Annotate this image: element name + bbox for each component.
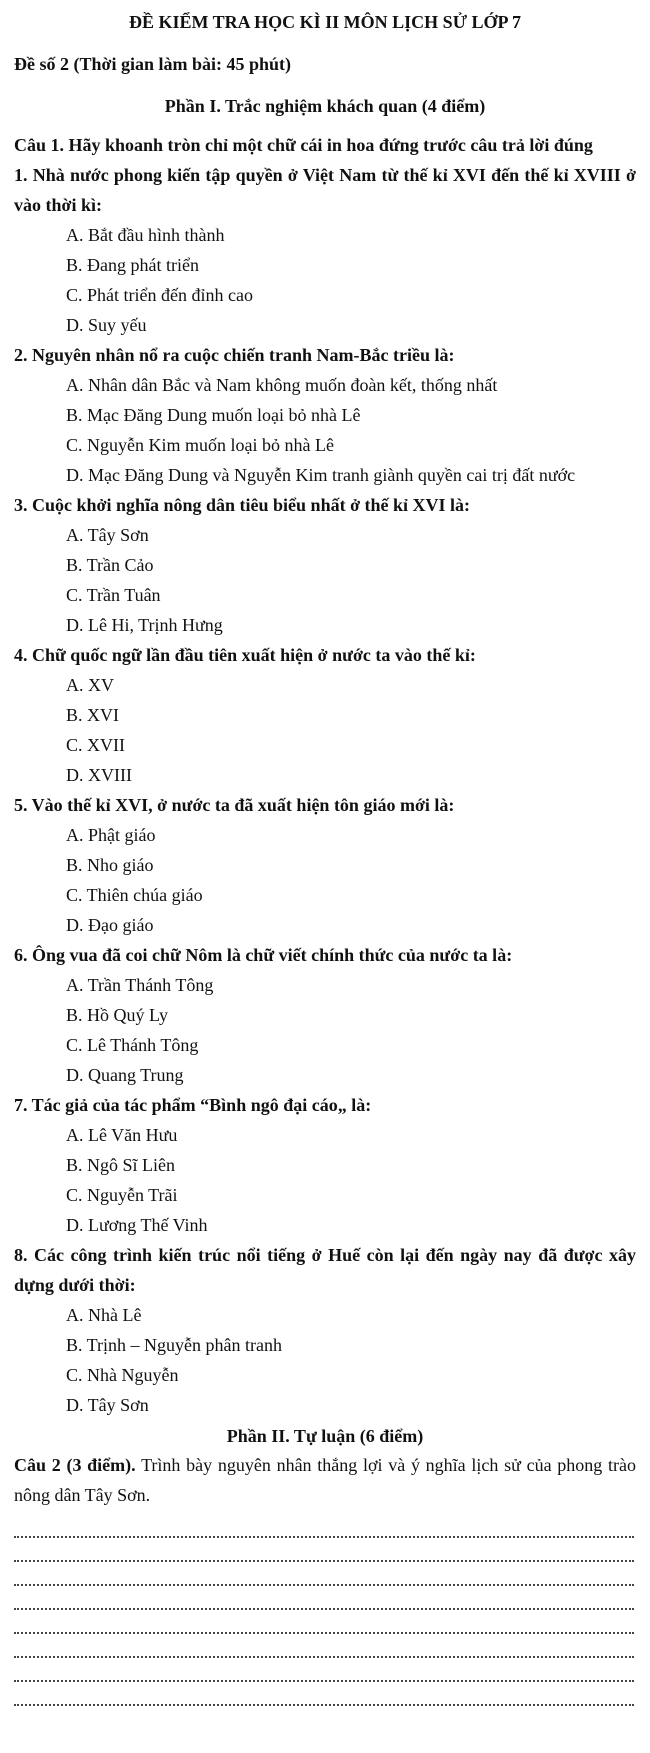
question-text: 6. Ông vua đã coi chữ Nôm là chữ viết chính thức của nước ta là:	[14, 945, 513, 965]
question-block	[14, 940, 636, 1090]
question-text: 5. Vào thế kỉ XVI, ở nước ta đã xuất hiện tôn giáo mới là:	[14, 795, 455, 815]
answer-option[interactable]: A. Bắt đầu hình thành	[66, 225, 225, 245]
question-block	[14, 790, 636, 940]
answer-option[interactable]: A. Phật giáo	[66, 825, 156, 845]
answer-line[interactable]	[14, 1682, 634, 1706]
answer-line[interactable]	[14, 1538, 634, 1562]
question-2-label: Câu 2 (3 điểm).	[14, 1455, 136, 1475]
exam-info: Đề số 2 (Thời gian làm bài: 45 phút)	[14, 54, 292, 74]
answer-line[interactable]	[14, 1586, 634, 1610]
question-text: 8. Các công trình kiến trúc nổi tiếng ở Huế còn lại đến ngày nay đã được xây dựng dưới thời:	[14, 1245, 636, 1295]
question-2-text: Trình bày nguyên nhân thắng lợi và ý nghĩa lịch sử của phong trào nông dân Tây Sơn.	[14, 1455, 636, 1505]
question-text: 3. Cuộc khởi nghĩa nông dân tiêu biểu nhất ở thế kỉ XVI là:	[14, 495, 471, 515]
question-block	[14, 1240, 636, 1420]
question-text: 1. Nhà nước phong kiến tập quyền ở Việt Nam từ thế kỉ XVI đến thế kỉ XVIII ở vào thời kì:	[14, 165, 636, 215]
answer-option[interactable]: D. Lê Hi, Trịnh Hưng	[66, 615, 223, 635]
question-text: 4. Chữ quốc ngữ lần đầu tiên xuất hiện ở nước ta vào thế kỉ:	[14, 645, 476, 665]
question-block	[14, 160, 636, 340]
answer-option[interactable]: C. XVII	[66, 735, 125, 755]
answer-option[interactable]: D. Mạc Đăng Dung và Nguyễn Kim tranh giành quyền cai trị đất nước	[66, 465, 576, 485]
question-block	[14, 490, 636, 640]
answer-option[interactable]: B. Ngô Sĩ Liên	[66, 1155, 176, 1175]
question-block	[14, 640, 636, 790]
answer-option[interactable]: B. Nho giáo	[66, 855, 154, 875]
answer-option[interactable]: C. Nguyễn Kim muốn loại bỏ nhà Lê	[66, 435, 334, 455]
answer-option[interactable]: B. XVI	[66, 705, 119, 725]
answer-option[interactable]: A. Nhân dân Bắc và Nam không muốn đoàn kết, thống nhất	[66, 375, 498, 395]
answer-option[interactable]: D. Lương Thế Vinh	[66, 1215, 208, 1235]
answer-option[interactable]: B. Hồ Quý Ly	[66, 1005, 169, 1025]
answer-line[interactable]	[14, 1610, 634, 1634]
exam-title: ĐỀ KIỂM TRA HỌC KÌ II MÔN LỊCH SỬ LỚP 7	[128, 12, 522, 32]
answer-option[interactable]: B. Trịnh – Nguyễn phân tranh	[66, 1335, 282, 1355]
answer-option[interactable]: D. Suy yếu	[66, 315, 147, 335]
part2-title: Phần II. Tự luận (6 điểm)	[226, 1426, 424, 1446]
question-text: 7. Tác giả của tác phẩm “Bình ngô đại cáo„ là:	[14, 1095, 372, 1115]
answer-option[interactable]: D. Tây Sơn	[66, 1395, 149, 1415]
question-list	[14, 160, 636, 1420]
answer-option[interactable]: C. Trần Tuân	[66, 585, 161, 605]
question-1-instruction: Câu 1. Hãy khoanh tròn chỉ một chữ cái in hoa đứng trước câu trả lời đúng	[14, 135, 593, 155]
part1-title: Phần I. Trắc nghiệm khách quan (4 điểm)	[164, 96, 486, 116]
answer-line[interactable]	[14, 1634, 634, 1658]
answer-option[interactable]: C. Thiên chúa giáo	[66, 885, 203, 905]
question-text: 2. Nguyên nhân nổ ra cuộc chiến tranh Nam-Bắc triều là:	[14, 345, 455, 365]
answer-option[interactable]: A. XV	[66, 675, 114, 695]
question-2	[14, 1450, 636, 1510]
answer-option[interactable]: C. Nguyễn Trãi	[66, 1185, 178, 1205]
answer-option[interactable]: B. Đang phát triển	[66, 255, 199, 275]
answer-option[interactable]: D. Quang Trung	[66, 1065, 184, 1085]
answer-line[interactable]	[14, 1658, 634, 1682]
question-block	[14, 1090, 636, 1240]
answer-option[interactable]: A. Nhà Lê	[66, 1305, 142, 1325]
answer-option[interactable]: C. Phát triển đến đỉnh cao	[66, 285, 253, 305]
answer-option[interactable]: A. Tây Sơn	[66, 525, 149, 545]
answer-option[interactable]: D. XVIII	[66, 765, 132, 785]
answer-option[interactable]: C. Lê Thánh Tông	[66, 1035, 199, 1055]
answer-option[interactable]: A. Trần Thánh Tông	[66, 975, 214, 995]
answer-line[interactable]	[14, 1562, 634, 1586]
answer-option[interactable]: D. Đạo giáo	[66, 915, 154, 935]
answer-lines	[14, 1514, 636, 1706]
answer-option[interactable]: C. Nhà Nguyễn	[66, 1365, 179, 1385]
answer-line[interactable]	[14, 1514, 634, 1538]
answer-option[interactable]: B. Trần Cảo	[66, 555, 154, 575]
answer-option[interactable]: B. Mạc Đăng Dung muốn loại bỏ nhà Lê	[66, 405, 361, 425]
answer-option[interactable]: A. Lê Văn Hưu	[66, 1125, 178, 1145]
question-block	[14, 340, 636, 490]
